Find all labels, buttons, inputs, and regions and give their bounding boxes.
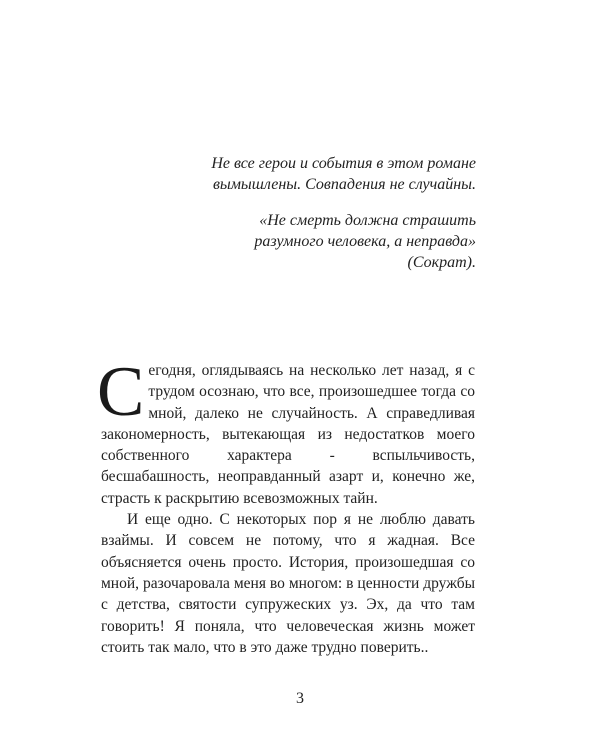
epigraph-quote-line: разумного человека, а неправда» xyxy=(254,233,476,250)
epigraph-note-line: Не все герои и события в этом романе xyxy=(211,155,476,172)
chapter-text xyxy=(97,353,475,658)
epigraph-quote-attribution: (Сократ). xyxy=(407,254,476,271)
epigraph-note-line: вымышлены. Совпадения не случайны. xyxy=(212,176,476,193)
paragraph-2: И еще одно. С некоторых пор я не люблю давать взаймы. И совсем не потому, что я жадная. Все объясняется очень просто. История, произошедшая со мной, разочаровала меня во многом: в ценности дружбы с детства, святости супружеских уз. Эх, да что там говорить! Я поняла, что человеческая жизнь может стоить так мало, что в это даже трудно поверить.. xyxy=(101,511,475,656)
epigraph-note xyxy=(211,153,476,195)
page-number: 3 xyxy=(296,690,304,707)
paragraph-1 xyxy=(97,353,475,509)
epigraph-quote xyxy=(254,210,476,273)
epigraph-quote-line: «Не смерть должна страшить xyxy=(259,212,476,229)
drop-cap: С xyxy=(97,353,145,431)
paragraph-1-text: егодня, оглядываясь на несколько лет назад, я с трудом осознаю, что все, произошедшее тогда со мной, далеко не случайность. А справедливая закономерность, вытекающая из недостатков моего собственного характера - вспыльчивость, бесшабашность, неоправданный азарт и, конечно же, страсть к раскрытию всевозможных тайн. xyxy=(101,362,475,507)
